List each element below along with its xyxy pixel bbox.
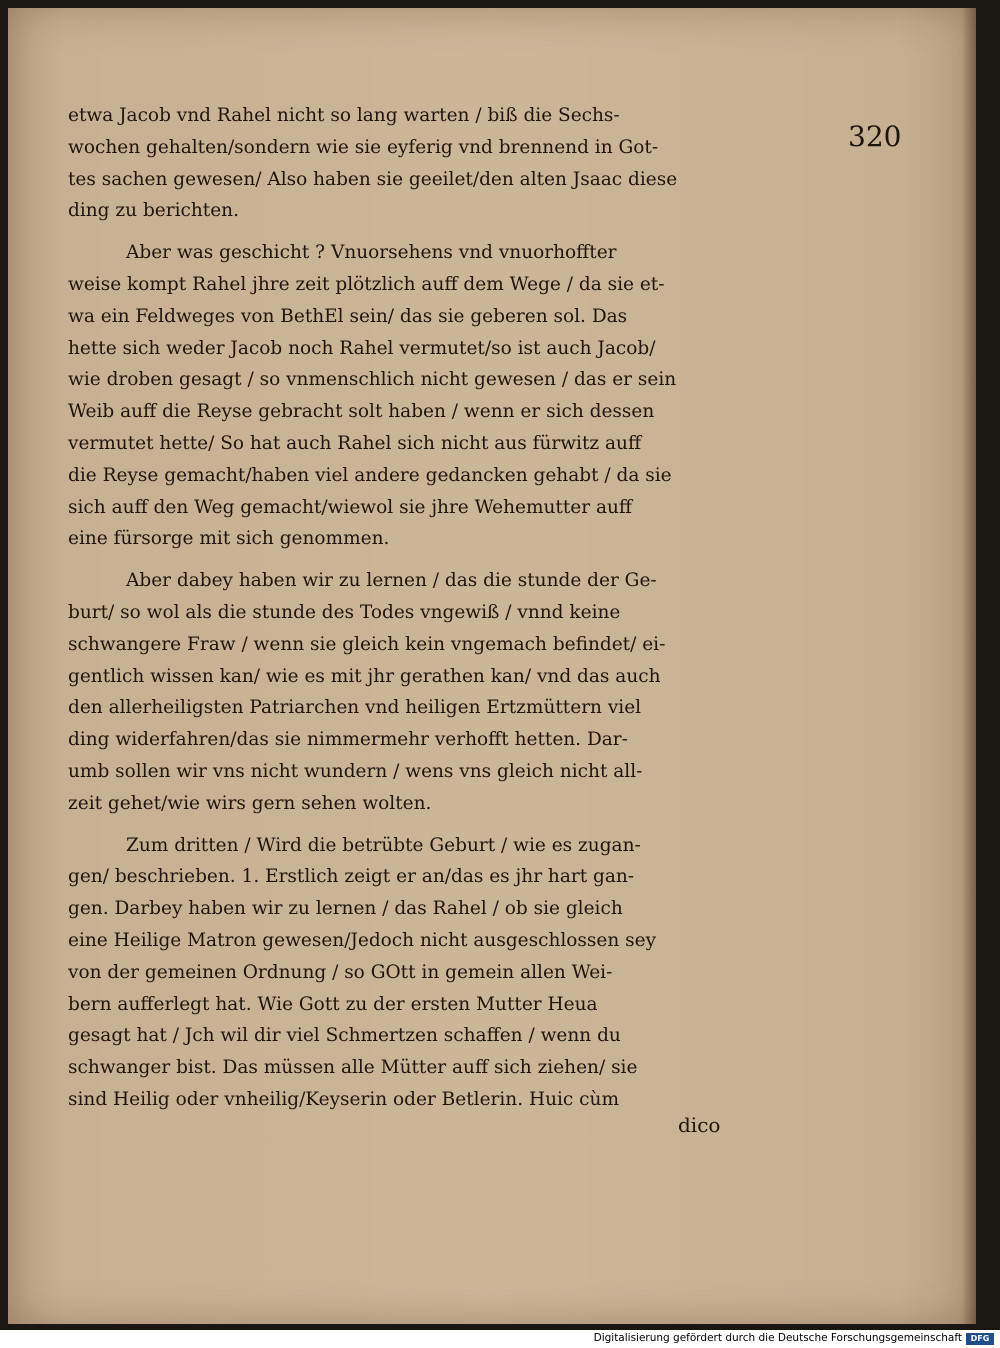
text-line: Weib auff die Reyse gebracht solt haben / wenn er sich dessen	[68, 401, 655, 423]
footer	[0, 1330, 1000, 1348]
text-line: zeit gehet/wie wirs gern sehen wolten.	[68, 792, 432, 814]
text-line: burt/ so wol als die stunde des Todes vngewiß / vnnd keine	[68, 601, 621, 623]
text-line: ding zu berichten.	[68, 200, 239, 222]
text-line: bern aufferlegt hat. Wie Gott zu der ersten Mutter Heua	[68, 993, 598, 1015]
text-line: gen. Darbey haben wir zu lernen / das Rahel / ob sie gleich	[68, 898, 623, 920]
text-line: schwangere Fraw / wenn sie gleich kein vngemach befindet/ ei-	[68, 633, 666, 655]
text-line: ding widerfahren/das sie nimmermehr verhofft hetten. Dar-	[68, 729, 628, 751]
text-line: von der gemeinen Ordnung / so GOtt in gemein allen Wei-	[68, 961, 613, 983]
paragraph	[68, 565, 768, 819]
paragraph	[68, 237, 768, 555]
text-line: sind Heilig oder vnheilig/Keyserin oder Betlerin. Huic cùm	[68, 1088, 619, 1110]
text-line: weise kompt Rahel jhre zeit plötzlich auff dem Wege / da sie et-	[68, 273, 665, 295]
text-line: sich auff den Weg gemacht/wiewol sie jhre Wehemutter auff	[68, 496, 633, 518]
text-line: den allerheiligsten Patriarchen vnd heiligen Ertzmüttern viel	[68, 697, 642, 719]
text-line: umb sollen wir vns nicht wundern / wens vns gleich nicht all-	[68, 760, 643, 782]
text-line: wie droben gesagt / so vnmenschlich nicht gewesen / das er sein	[68, 369, 677, 391]
paragraph	[68, 100, 768, 227]
gutter-shadow	[962, 8, 976, 1324]
text-line: gentlich wissen kan/ wie es mit jhr gerathen kan/ vnd das auch	[68, 665, 661, 687]
text-line: tes sachen gewesen/ Also haben sie geeilet/den alten Jsaac diese	[68, 168, 678, 190]
text-line: Zum dritten / Wird die betrübte Geburt / wie es zugan-	[126, 834, 641, 856]
text-line: eine fürsorge mit sich genommen.	[68, 528, 390, 550]
text-line: gen/ beschrieben. 1. Erstlich zeigt er an/das es jhr hart gan-	[68, 866, 635, 888]
text-line: die Reyse gemacht/haben viel andere gedancken gehabt / da sie	[68, 464, 672, 486]
text-line: wochen gehalten/sondern wie sie eyferig vnd brennend in Got-	[68, 136, 659, 158]
text-line: Aber was geschicht ? Vnuorsehens vnd vnuorhoffter	[126, 242, 617, 264]
footer-credit: Digitalisierung gefördert durch die Deutsche Forschungsgemeinschaft	[593, 1332, 962, 1344]
text-line: vermutet hette/ So hat auch Rahel sich nicht aus fürwitz auff	[68, 432, 642, 454]
dfg-logo: DFG	[966, 1333, 994, 1345]
text-line: etwa Jacob vnd Rahel nicht so lang warten / biß die Sechs-	[68, 105, 620, 126]
text-line: schwanger bist. Das müssen alle Mütter auff sich ziehen/ sie	[68, 1057, 638, 1079]
paragraph	[68, 830, 768, 1116]
text-line: eine Heilige Matron gewesen/Jedoch nicht ausgeschlossen sey	[68, 929, 657, 951]
page-number: 320	[848, 120, 902, 153]
text-line: hette sich weder Jacob noch Rahel vermutet/so ist auch Jacob/	[68, 337, 656, 359]
text-line: Aber dabey haben wir zu lernen / das die stunde der Ge-	[126, 570, 657, 592]
text-line: gesagt hat / Jch wil dir viel Schmertzen schaffen / wenn du	[68, 1025, 621, 1047]
body-text	[68, 100, 768, 1116]
catchword: dico	[678, 1113, 721, 1137]
text-line: wa ein Feldweges von BethEl sein/ das sie geberen sol. Das	[68, 305, 628, 327]
